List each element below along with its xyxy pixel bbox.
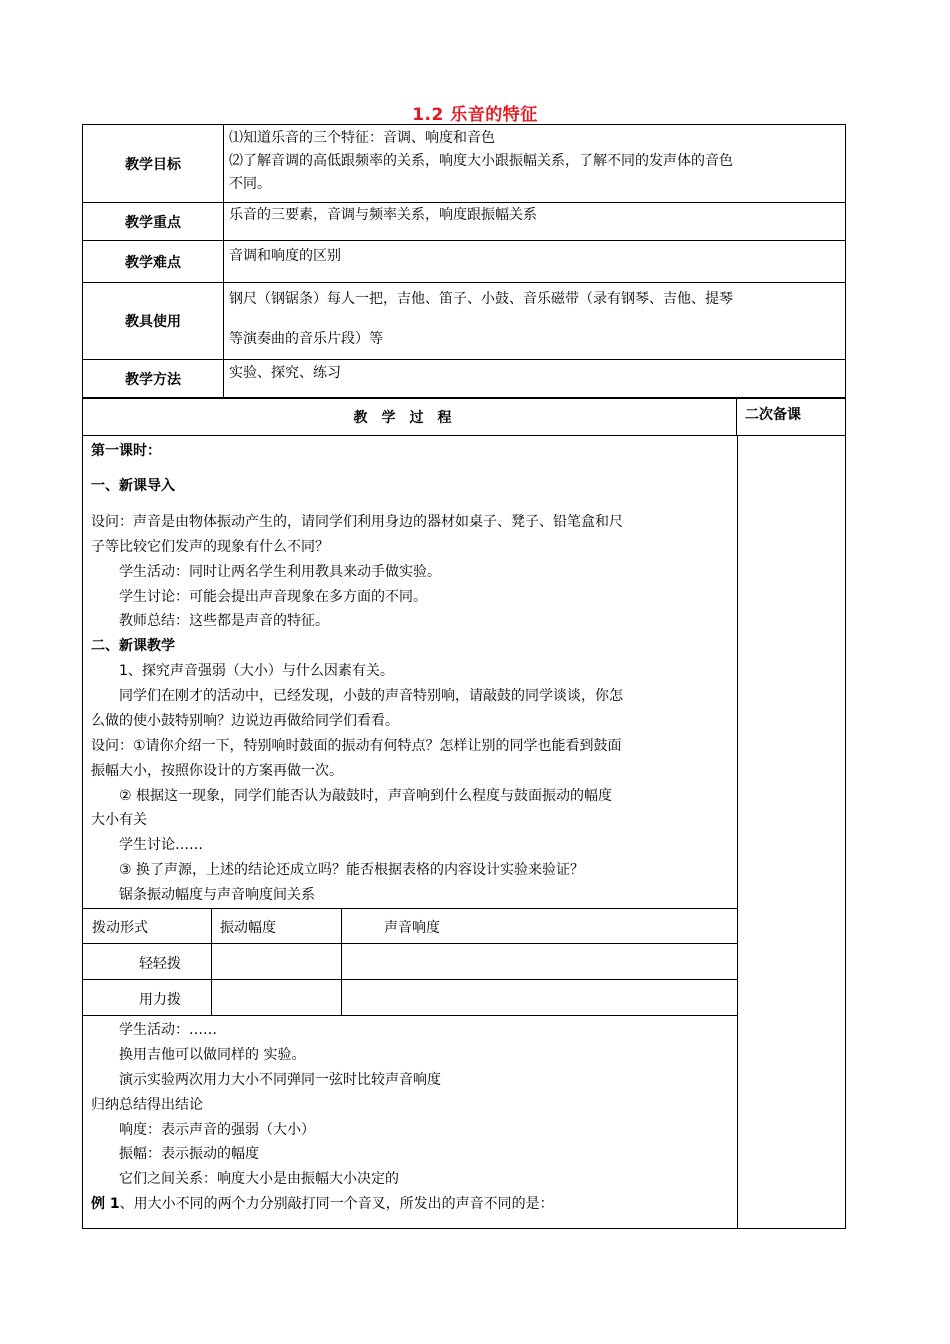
- paragraph-line: 大小有关: [91, 812, 147, 828]
- row-text: 音调和响度的区别: [229, 248, 341, 264]
- side-column-divider: [737, 436, 738, 1229]
- paragraph-line: 设问：声音是由物体振动产生的，请同学们利用身边的器材如桌子、凳子、铅笔盒和尺: [91, 514, 623, 530]
- paragraph-line: 学生讨论……: [119, 837, 203, 853]
- table-rule: [82, 979, 738, 980]
- paragraph-line: ③ 换了声源，上述的结论还成立吗？能否根据表格的内容设计实验来验证？: [119, 862, 584, 878]
- paragraph-line: 归纳总结得出结论: [91, 1097, 203, 1113]
- example-label: 例 1: [91, 1196, 120, 1212]
- info-table: [82, 124, 846, 399]
- paragraph-line: 锯条振动幅度与声音响度间关系: [119, 887, 315, 903]
- section-heading: 二、新课教学: [91, 638, 175, 654]
- lesson-period: 第一课时：: [91, 443, 161, 459]
- paragraph-line: 1、探究声音强弱（大小）与什么因素有关。: [119, 663, 394, 679]
- paragraph-line: 同学们在刚才的活动中，已经发现，小鼓的声音特别响，请敲鼓的同学谈谈，你怎: [119, 688, 623, 704]
- paragraph-line: ② 根据这一现象，同学们能否认为敲鼓时，声音响到什么程度与鼓面振动的幅度: [119, 788, 612, 804]
- paragraph-line: 振幅大小，按照你设计的方案再做一次。: [91, 763, 343, 779]
- row-label: 教学重点: [83, 203, 224, 240]
- row-difficulties: [83, 241, 845, 283]
- table-header: 声音响度: [384, 920, 440, 936]
- row-label: 教学目标: [83, 125, 224, 202]
- row-label: 教学难点: [83, 241, 224, 282]
- example-line: [91, 1194, 554, 1214]
- paragraph-line: 学生活动：……: [119, 1022, 217, 1038]
- paragraph-line: 演示实验两次用力大小不同弹同一弦时比较声音响度: [119, 1072, 441, 1088]
- row-text: 乐音的三要素，音调与频率关系，响度跟振幅关系: [229, 207, 537, 223]
- table-cell: 轻轻拨: [139, 956, 181, 972]
- row-text: 实验、探究、练习: [229, 365, 341, 381]
- row-text: ⑴知道乐音的三个特征：音调、响度和音色: [229, 130, 495, 146]
- table-rule: [341, 909, 342, 1015]
- section-heading: 一、新课导入: [91, 478, 175, 494]
- paragraph-line: 教师总结：这些都是声音的特征。: [119, 613, 329, 629]
- paragraph-line: 响度：表示声音的强弱（大小）: [119, 1122, 315, 1138]
- second-prep-header: 二次备课: [737, 398, 845, 436]
- row-text: 不同。: [229, 176, 271, 192]
- paragraph-line: 振幅：表示振动的幅度: [119, 1146, 259, 1162]
- table-rule: [82, 943, 738, 944]
- row-text: 钢尺（钢锯条）每人一把，吉他、笛子、小鼓、音乐磁带（录有钢琴、吉他、提琴: [229, 291, 733, 307]
- page-title: 1.2 乐音的特征: [412, 105, 538, 125]
- paragraph-line: 么做的使小鼓特别响？边说边再做给同学们看看。: [91, 713, 399, 729]
- paragraph-line: 子等比较它们发声的现象有什么不同？: [91, 539, 329, 555]
- table-header: 拨动形式: [92, 920, 148, 936]
- table-cell: 用力拨: [139, 992, 181, 1008]
- paragraph-line: 它们之间关系：响度大小是由振幅大小决定的: [119, 1171, 399, 1187]
- row-objectives: [83, 125, 845, 203]
- paragraph-line: 设问：①请你介绍一下，特别响时鼓面的振动有何特点？怎样让别的同学也能看到鼓面: [91, 738, 622, 754]
- row-label: 教学方法: [83, 360, 224, 398]
- table-rule: [211, 909, 212, 1015]
- table-header: 振动幅度: [220, 920, 276, 936]
- row-key-points: [83, 203, 845, 241]
- paragraph-line: 学生讨论：可能会提出声音现象在多方面的不同。: [119, 589, 427, 605]
- row-tools: [83, 283, 845, 360]
- row-text: 等演奏曲的音乐片段）等: [229, 331, 383, 347]
- row-text: ⑵了解音调的高低跟频率的关系，响度大小跟振幅关系，了解不同的发声体的音色: [229, 153, 733, 169]
- row-methods: [83, 360, 845, 398]
- example-text: 、用大小不同的两个力分别敲打同一个音叉，所发出的声音不同的是：: [119, 1196, 554, 1212]
- row-label: 教具使用: [83, 283, 224, 359]
- paragraph-line: 换用吉他可以做同样的 实验。: [119, 1047, 306, 1063]
- amplitude-loudness-table: [82, 908, 738, 1016]
- paragraph-line: 学生活动：同时让两名学生利用教具来动手做实验。: [119, 564, 441, 580]
- process-header: 教学过程: [83, 398, 737, 436]
